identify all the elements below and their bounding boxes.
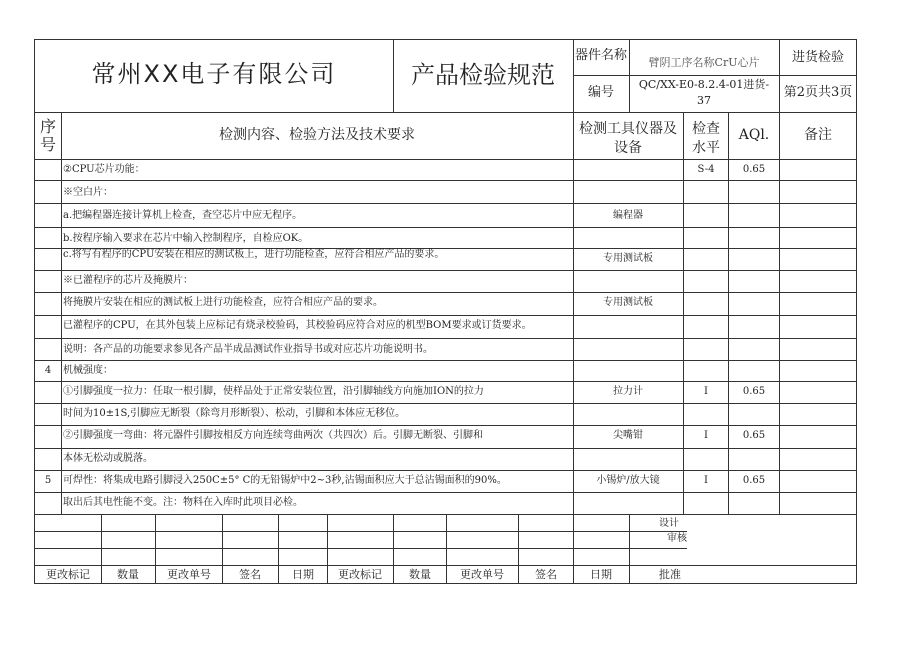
row-content: ※空白片： — [63, 187, 113, 198]
row-aql: 0.65 — [742, 430, 766, 441]
footer-header-date-2: 日期 — [590, 568, 612, 581]
row-content: 机械强度： — [63, 365, 113, 376]
row-content: b.按程序输入要求在芯片中输入控制程序，自检应OK。 — [63, 233, 309, 244]
part-name-label: 器件名称 — [574, 48, 628, 63]
row-aql: 0.65 — [742, 164, 766, 175]
footer-header-change-no: 更改单号 — [167, 568, 211, 581]
row-content: c.将写有程序的CPU安装在相应的测试板上，进行功能检查，应符合相应产品的要求。 — [63, 249, 445, 260]
row-level: S-4 — [697, 164, 715, 175]
footer-header-signature: 签名 — [239, 568, 261, 581]
footer-header-quantity: 数量 — [117, 568, 139, 581]
row-tool: 专用测试板 — [603, 297, 653, 308]
col-remarks-header: 备注 — [804, 127, 832, 143]
row-content: ②引脚强度一弯曲：将元器件引脚按相反方向连续弯曲两次（共四次）后。引脚无断裂、引脚和 — [63, 430, 483, 441]
footer-header-quantity-2: 数量 — [409, 568, 431, 581]
row-content: 时间为10±1S,引脚应无断裂（除弯月形断裂）、松动，引脚和本体应无移位。 — [63, 408, 406, 419]
row-content: 可焊性：将集成电路引脚浸入250C±5° C的无铅锡炉中2~3秒,沾锡面积应大于总沾锡面积的90%。 — [63, 475, 507, 486]
row-level: I — [704, 386, 708, 397]
col-tools-line2: 设备 — [614, 140, 642, 156]
row-content: ②CPU芯片功能： — [63, 164, 145, 175]
row-content: a.把编程器连接计算机上检查，查空芯片中应无程序。 — [63, 210, 303, 221]
footer-header-date: 日期 — [292, 568, 314, 581]
row-aql: 0.65 — [742, 386, 766, 397]
row-tool: 专用测试板 — [603, 253, 653, 264]
col-seq-line2: 号 — [39, 135, 57, 154]
row-content: 已灌程序的CPU，在其外包装上应标记有烧录校验码，其校验码应符合对应的机型BOM要求或订货要求。 — [63, 320, 532, 331]
col-seq-line1: 序 — [39, 117, 57, 136]
row-level: I — [704, 475, 708, 486]
row-level: I — [704, 430, 708, 441]
row-aql: 0.65 — [742, 475, 766, 486]
row-tool: 尖嘴钳 — [613, 430, 643, 441]
row-content: 本体无松动或脱落。 — [63, 453, 153, 464]
row-content: 将掩膜片安装在相应的测试板上进行功能检查，应符合相应产品的要求。 — [63, 297, 383, 308]
footer-header-change-mark-2: 更改标记 — [338, 568, 382, 581]
row-seq: 4 — [44, 365, 52, 376]
row-tool: 小锡炉/放大镜 — [596, 475, 660, 486]
col-level-line2: 水平 — [692, 140, 720, 156]
row-tool: 编程器 — [613, 210, 643, 221]
part-name-value: 臂阴工序名称CrU心片 — [648, 56, 760, 69]
code-value-line2: 37 — [697, 94, 711, 107]
footer-header-change-no-2: 更改单号 — [460, 568, 504, 581]
document-title: 产品检验规范 — [411, 61, 555, 89]
col-level-line1: 检查 — [692, 121, 720, 137]
inspection-type: 进货检验 — [791, 50, 845, 65]
col-tools-line1: 检测工具仪器及 — [579, 121, 677, 137]
code-label: 编号 — [587, 85, 615, 100]
approve-label: 批准 — [659, 568, 681, 581]
review-label: 审核 — [667, 533, 687, 544]
footer-header-signature-2: 签名 — [535, 568, 557, 581]
row-content: 说明：各产品的功能要求参见各产品半成品测试作业指导书或对应芯片功能说明书。 — [63, 344, 433, 355]
design-label: 设计 — [659, 518, 679, 529]
footer-header-change-mark: 更改标记 — [46, 568, 90, 581]
col-content-header: 检测内容、检验方法及技术要求 — [219, 127, 415, 143]
company-name: 常州XX电子有限公司 — [91, 60, 337, 88]
code-value-line1: QC/XX-E0-8.2.4-01进货- — [638, 78, 770, 91]
row-content: ①引脚强度一拉力：任取一根引脚，使样品处于正常安装位置，沿引脚轴线方向施加ION的拉力 — [63, 386, 484, 397]
row-seq: 5 — [44, 475, 52, 486]
page-info: 第2页共3页 — [783, 85, 853, 100]
row-content: ※已灌程序的芯片及掩膜片： — [63, 275, 193, 286]
footer-grid-lines — [34, 514, 857, 584]
row-content: 取出后其电性能不变。注：物料在入库时此项目必检。 — [63, 497, 303, 508]
row-tool: 拉力计 — [613, 386, 643, 397]
col-aql-header: AQl. — [738, 127, 770, 143]
